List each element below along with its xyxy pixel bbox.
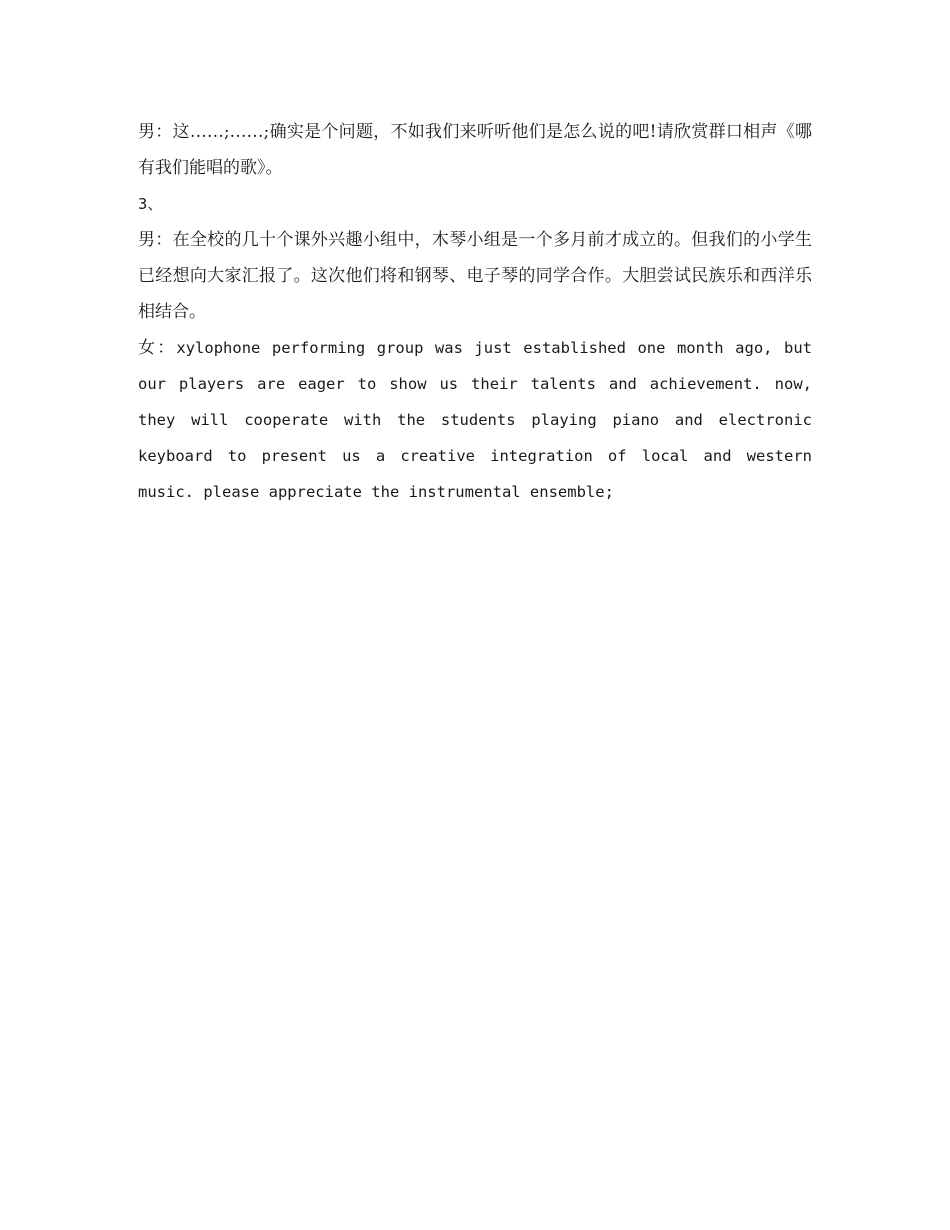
paragraph-male-line-2: 男：在全校的几十个课外兴趣小组中，木琴小组是一个多月前才成立的。但我们的小学生已经想向大家汇报了。这次他们将和钢琴、电子琴的同学合作。大胆尝试民族乐和西洋乐相结合。 [138,230,812,322]
speaker-label: 女： [138,338,177,358]
document-body [138,114,812,510]
paragraph-male-line-1: 男：这……;……;确实是个问题，不如我们来听听他们是怎么说的吧!请欣赏群口相声《哪有我们能唱的歌》。 [138,122,812,178]
english-text: xylophone performing group was just established one month ago, but our players are eager to show us their talents and achievement. now, they will cooperate with the students playing piano and electronic keyboard to present us a creative integration of local and western music. please appreciate the instrumental ensemble; [138,339,813,501]
section-number: 3、 [138,195,163,213]
paragraph-female-line [138,330,812,510]
